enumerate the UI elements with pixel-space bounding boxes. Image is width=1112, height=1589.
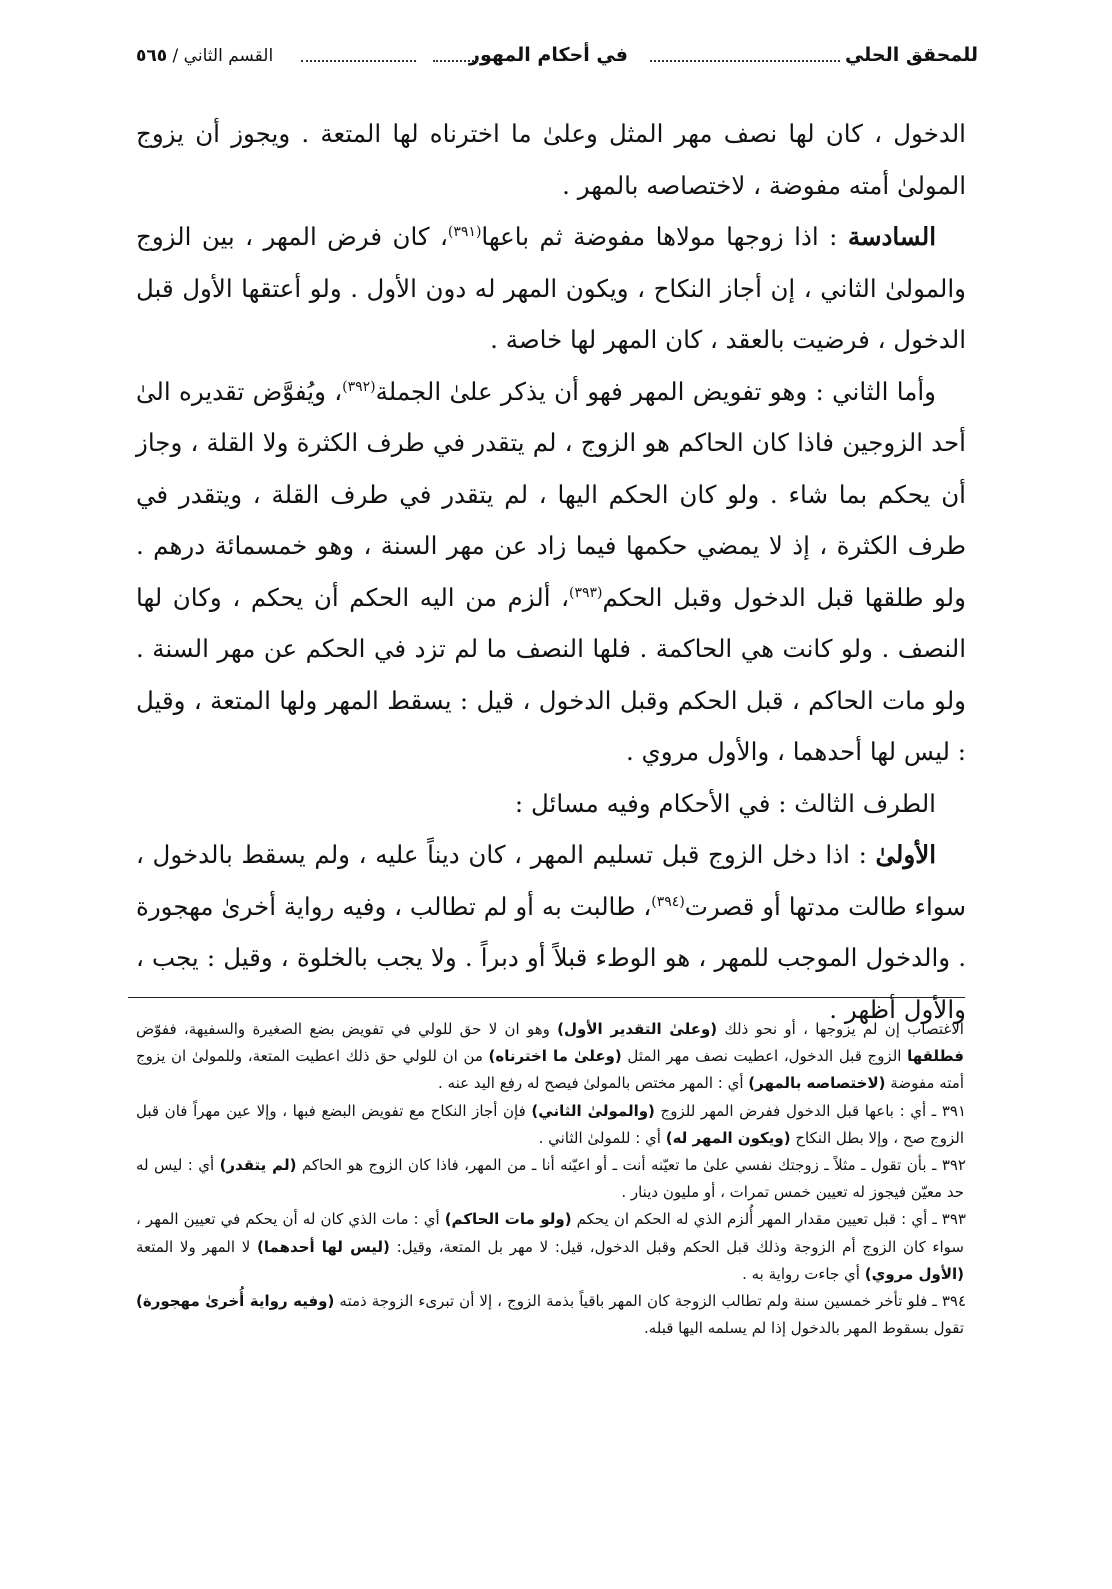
footnote-quote: (والمولىٰ الثاني) — [531, 1101, 655, 1120]
footnote-394 — [136, 1288, 964, 1342]
paragraph-text: : اذا دخل الزوج قبل تسليم المهر ، كان ديناً عليه ، ولم يسقط بالدخول ، سواء طالت مدتها أو قصرت — [136, 840, 966, 921]
footnote-quote: (وعلىٰ التقدير الأول) — [557, 1020, 718, 1038]
footnote-text: أي : المهر مختص بالمولىٰ فيصح له رفع اليد عنه . — [438, 1074, 744, 1093]
paragraph: الدخول ، كان لها نصف مهر المثل وعلىٰ ما اخترناه لها المتعة . ويجوز أن يزوج المولىٰ أمته مفوضة ، لاختصاصه بالمهر . — [136, 119, 966, 200]
footnote-text: الزوج قبل الدخول، اعطيت نصف مهر المثل — [627, 1047, 902, 1066]
footnote-quote: (وفيه رواية أُخرىٰ مهجورة) — [136, 1292, 335, 1311]
footnote-text: من ان للولي حق ذلك اعطيت المتعة، وللمولىٰ ان يزوج أمته مفوضة — [136, 1047, 964, 1093]
paragraph-text: ، ويُفوَّض تقديره الىٰ أحد الزوجين فاذا كان الحاكم هو الزوج ، لم يتقدر في طرف الكثرة ولا القلة ، وجاز أن يحكم بما شاء . ولو كان الحكم اليها ، لم يتقدر في طرف القلة ، ويتقدر في طرف الكثرة ، إذ لا يمضي حكمها فيما زاد عن مهر السنة ، وهو خمسمائة درهم . ولو طلقها قبل الدخول وقبل الحكم — [136, 376, 966, 612]
footnote-quote: (ليس لها أحدهما) — [257, 1237, 390, 1256]
header-book-title: للمحقق الحلي — [844, 44, 978, 66]
paragraph-text: ، كان فرض المهر ، بين الزوج والمولىٰ الثاني ، إن أجاز النكاح ، ويكون المهر له دون الأول . ولو أعتقها الأول قبل الدخول ، فرضيت بالعقد ، كان المهر لها خاصة . — [136, 222, 966, 354]
paragraph — [136, 366, 966, 778]
footnote-quote: (لم يتقدر) — [219, 1156, 297, 1175]
section-heading: الطرف الثالث : في الأحكام وفيه مسائل : — [514, 788, 936, 818]
header-leader-dots — [650, 60, 840, 62]
header-section: القسم الثاني / — [172, 46, 274, 66]
header-leader-dots — [301, 60, 416, 62]
paragraph-text: ، ألزم من اليه الحكم أن يحكم ، وكان لها النصف . ولو كانت هي الحاكمة . فلها النصف ما لم تزد في الحكم عن مهر السنة . ولو مات الحاكم ، قبل الحكم وقبل الدخول ، قيل : يسقط المهر ولها المتعة ، وقيل : ليس لها أحدهما ، والأول مروي . — [136, 582, 966, 766]
paragraph-text: ، طالبت به أو لم تطالب ، وفيه رواية أخرىٰ مهجورة . والدخول الموجب للمهر ، هو الوطء قبلاً أو دبراً . ولا يجب بالخلوة ، وقيل : يجب ، والأول أظهر . — [136, 891, 966, 1024]
footnote-text: ٣٩٢ ـ بأن تقول ـ مثلاً ـ زوجتك نفسي علىٰ ما تعيّنه أنت ـ أو اعيّنه أنا ـ من المهر، فاذا كان الزوج هو الحاكم — [301, 1156, 966, 1175]
footnote-text: وهو ان لا حق للولي في تفويض بضع الصغيرة والسفيهة، ففوّض — [136, 1020, 550, 1038]
footnote-quote: (وعلىٰ ما اخترناه) — [488, 1047, 622, 1066]
main-text — [136, 108, 966, 1035]
footnote-separator — [128, 997, 965, 998]
footnote-ref[interactable]: (٣٩٢) — [342, 378, 376, 395]
footnote-quote: (ولو مات الحاكم) — [444, 1210, 572, 1229]
footnote-text: ٣٩١ ـ أي : باعها قبل الدخول ففرض المهر للزوج — [660, 1101, 966, 1120]
footnote-text: ٣٩٤ ـ فلو تأخر خمسين سنة ولم تطالب الزوجة كان المهر باقياً بذمة الزوج ، إلا أن تبرىء الزوجة ذمته — [339, 1292, 966, 1311]
footnote-quote: (لاختصاصه بالمهر) — [748, 1074, 886, 1093]
footnote-text: لا المهر ولا المتعة — [136, 1237, 251, 1256]
footnote-393 — [136, 1206, 964, 1288]
issue-heading: الأولىٰ — [875, 840, 936, 869]
footnote-text: أي جاءت رواية به . — [742, 1264, 860, 1283]
footnote-text: فإن أجاز النكاح مع تفويض البضع فبها ، وإلا عين مهراً فان قبل الزوج صح ، وإلا بطل النكاح — [136, 1101, 964, 1147]
paragraph — [136, 211, 966, 366]
header-chapter-title: في أحكام المهور — [469, 44, 628, 66]
footnote-continuation — [136, 1016, 964, 1098]
footnote-text: أي : ليس له حد معيّن فيجوز له تعيين خمس تمرات ، أو مليون دينار . — [136, 1156, 964, 1202]
footnote-quote: فطلقها — [907, 1047, 964, 1066]
footnote-392 — [136, 1152, 964, 1206]
paragraph-text: : اذا زوجها مولاها مفوضة ثم باعها — [481, 222, 838, 251]
footnote-text: أي : للمولىٰ الثاني . — [538, 1128, 661, 1147]
footnote-text: الاغتصاب إن لم يزوجها ، أو نحو ذلك — [724, 1020, 964, 1038]
running-header — [136, 44, 978, 80]
header-section-page — [136, 46, 273, 66]
paragraph — [136, 829, 966, 1035]
footnote-text: تقول بسقوط المهر بالدخول إذا لم يسلمه اليها قبله. — [643, 1319, 964, 1338]
footnote-text: أي : مات الذي كان له أن يحكم في تعيين المهر ، سواء كان الزوج أم الزوجة وذلك قبل الحكم وقبل الدخول، قيل: لا مهر بل المتعة، وقيل: — [136, 1210, 964, 1256]
page-number: ٥٦٥ — [136, 46, 168, 66]
footnote-ref[interactable]: (٣٩١) — [447, 223, 482, 240]
header-leader-dots — [433, 60, 478, 62]
footnote-quote: (ويكون المهر له) — [665, 1128, 791, 1147]
paragraph-text: وأما الثاني : وهو تفويض المهر فهو أن يذكر علىٰ الجملة — [375, 376, 936, 406]
footnote-391 — [136, 1098, 964, 1152]
footnote-ref[interactable]: (٣٩٣) — [569, 584, 603, 601]
footnote-text: ٣٩٣ ـ أي : قبل تعيين مقدار المهر أُلزم الذي له الحكم ان يحكم — [576, 1210, 966, 1229]
footnotes — [136, 1016, 964, 1342]
footnote-quote: (الأول مروي) — [864, 1264, 964, 1283]
footnote-ref[interactable]: (٣٩٤) — [651, 893, 685, 910]
issue-heading: السادسة — [847, 222, 936, 251]
